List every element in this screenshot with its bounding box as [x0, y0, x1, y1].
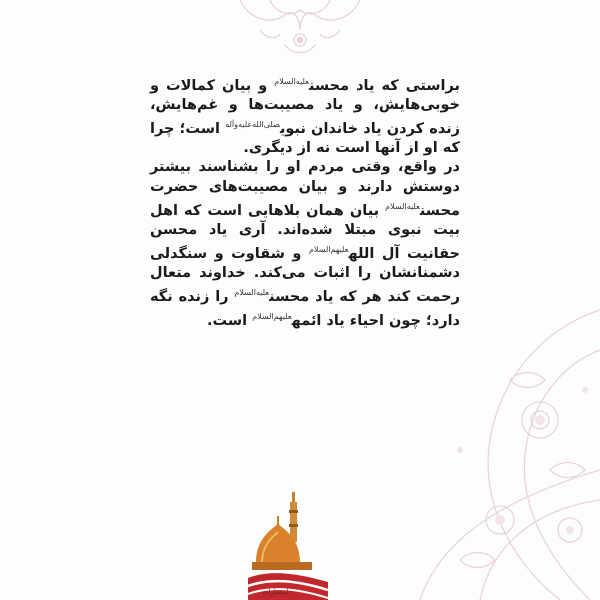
paragraph-2-text-c: و شقاوت و سنگدلی دشمنانشان را اثبات می‌کند. خداوند متعال رحمت کند هر که یاد محسن: [150, 245, 460, 306]
paragraph-1: [150, 72, 460, 158]
paragraph-2-text-d: را زنده نگه دارد؛ چون احیاء یاد ائمه: [150, 289, 460, 330]
paragraph-2-text-b: بیان همان بلاهایی است که اهل بیت نبوی مبتلا شده‌اند. آری یاد محسن حقانیت آل الله: [150, 202, 460, 262]
paragraph-1-text-c: است؛ چرا که او از آنها است نه از دیگری.: [150, 121, 460, 157]
body-text: [150, 72, 460, 331]
shrine-dome-logo-icon: [248, 490, 328, 600]
paragraph-1-text-b: و بیان کمالات و خوبی‌هایش، و یاد مصیبت‌ها و غم‌هایش، زنده کردن یاد خاندان نبوی: [150, 77, 460, 138]
publisher-caption: انتشارات: [262, 588, 289, 596]
top-floral-ornament-icon: [0, 0, 600, 70]
honorific-mark: علیهم‌السلام: [252, 312, 292, 322]
paragraph-1-text-a: براستی که یاد محسن: [309, 77, 460, 94]
honorific-mark: علیهم‌السلام: [308, 245, 349, 255]
honorific-mark: علیه‌السلام: [274, 77, 309, 86]
honorific-mark: علیه‌السلام: [234, 288, 270, 298]
honorific-mark: صلی‌الله‌علیه‌وآله: [225, 120, 280, 130]
paragraph-2-text-a: در واقع، وقتی مردم او را بشناسند بیشتر دوستش دارند و بیان مصیبت‌های حضرت محسن: [150, 159, 460, 219]
paragraph-2-text-e: است.: [207, 313, 248, 330]
paragraph-2: [150, 158, 460, 331]
honorific-mark: علیه‌السلام: [385, 201, 420, 211]
